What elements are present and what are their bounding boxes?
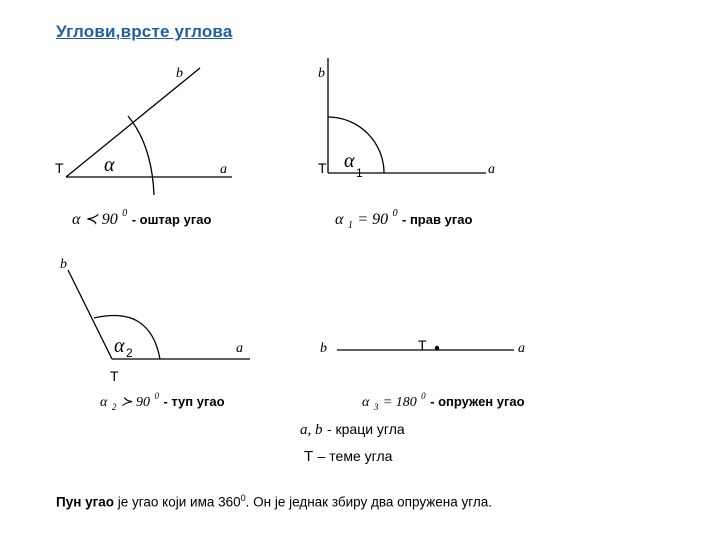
right-arc: [328, 117, 384, 173]
straight-caption-text: - опружен угао: [430, 394, 525, 409]
straight-ray-b-label: b: [320, 341, 327, 356]
obtuse-caption-exp: 0: [154, 391, 159, 401]
obtuse-ray-b-label: b: [60, 257, 67, 272]
obtuse-caption-text: - туп угао: [163, 394, 225, 409]
page-title: Углови,врсте углова: [56, 22, 233, 41]
right-ray-b-label: b: [318, 66, 325, 81]
right-alpha-sub: 1: [356, 166, 363, 180]
acute-ray-a-label: a: [220, 162, 227, 177]
acute-caption-text: - оштар угао: [131, 212, 212, 227]
acute-arc: [128, 116, 154, 195]
acute-caption-formula: α ≺ 90: [72, 211, 118, 228]
full-angle-text-2: . Он је једнак збиру два опружена угла.: [245, 494, 492, 510]
full-angle-degree: 0: [240, 493, 246, 503]
straight-caption-alpha: α: [362, 395, 370, 410]
right-vertex-label: T: [318, 160, 327, 176]
legend-arms-symbol: a, b: [300, 422, 323, 438]
full-angle-term: Пун угао: [56, 494, 115, 510]
straight-caption-sub: 3: [373, 402, 379, 412]
straight-caption-exp: 0: [421, 391, 426, 401]
legend-arms: [300, 421, 405, 438]
obtuse-vertex-label: T: [110, 368, 119, 384]
right-caption-text: - прав угао: [402, 212, 473, 227]
legend-vertex-text: – теме угла: [317, 448, 393, 464]
right-caption-sub: 1: [347, 220, 353, 231]
obtuse-angle-figure: [68, 270, 250, 359]
right-caption-exp: 0: [392, 208, 398, 219]
obtuse-caption-value: ≻ 90: [120, 395, 150, 410]
acute-angle-figure: [66, 68, 232, 195]
straight-caption: [362, 386, 525, 414]
right-ray-a-label: a: [488, 162, 495, 177]
acute-ray-b-label: b: [176, 66, 183, 81]
legend-arms-text: - краци угла: [326, 421, 405, 437]
obtuse-alpha-label: α: [114, 335, 125, 357]
obtuse-alpha-sub: 2: [126, 346, 133, 360]
right-alpha-label: α: [344, 150, 355, 172]
full-angle-text: је угао који има 360: [114, 494, 241, 510]
right-caption-value: = 90: [357, 211, 389, 228]
straight-vertex-label: T: [418, 337, 427, 353]
obtuse-ray-b: [68, 270, 112, 359]
legend-vertex-symbol: T: [304, 448, 314, 465]
straight-vertex-dot: [435, 346, 439, 350]
acute-vertex-label: T: [55, 160, 64, 176]
acute-alpha-label: α: [104, 154, 115, 176]
obtuse-caption-alpha: α: [100, 395, 108, 410]
straight-caption-value: = 180: [382, 395, 417, 410]
acute-caption-exp: 0: [122, 208, 128, 219]
obtuse-ray-a-label: a: [236, 341, 243, 356]
right-caption: [335, 203, 472, 232]
straight-ray-a-label: a: [518, 341, 525, 356]
legend-vertex: [304, 448, 393, 465]
obtuse-caption: [100, 386, 225, 414]
full-angle-note: [56, 493, 492, 510]
right-caption-alpha: α: [335, 211, 344, 228]
obtuse-caption-sub: 2: [111, 402, 117, 412]
acute-caption: [72, 203, 211, 228]
